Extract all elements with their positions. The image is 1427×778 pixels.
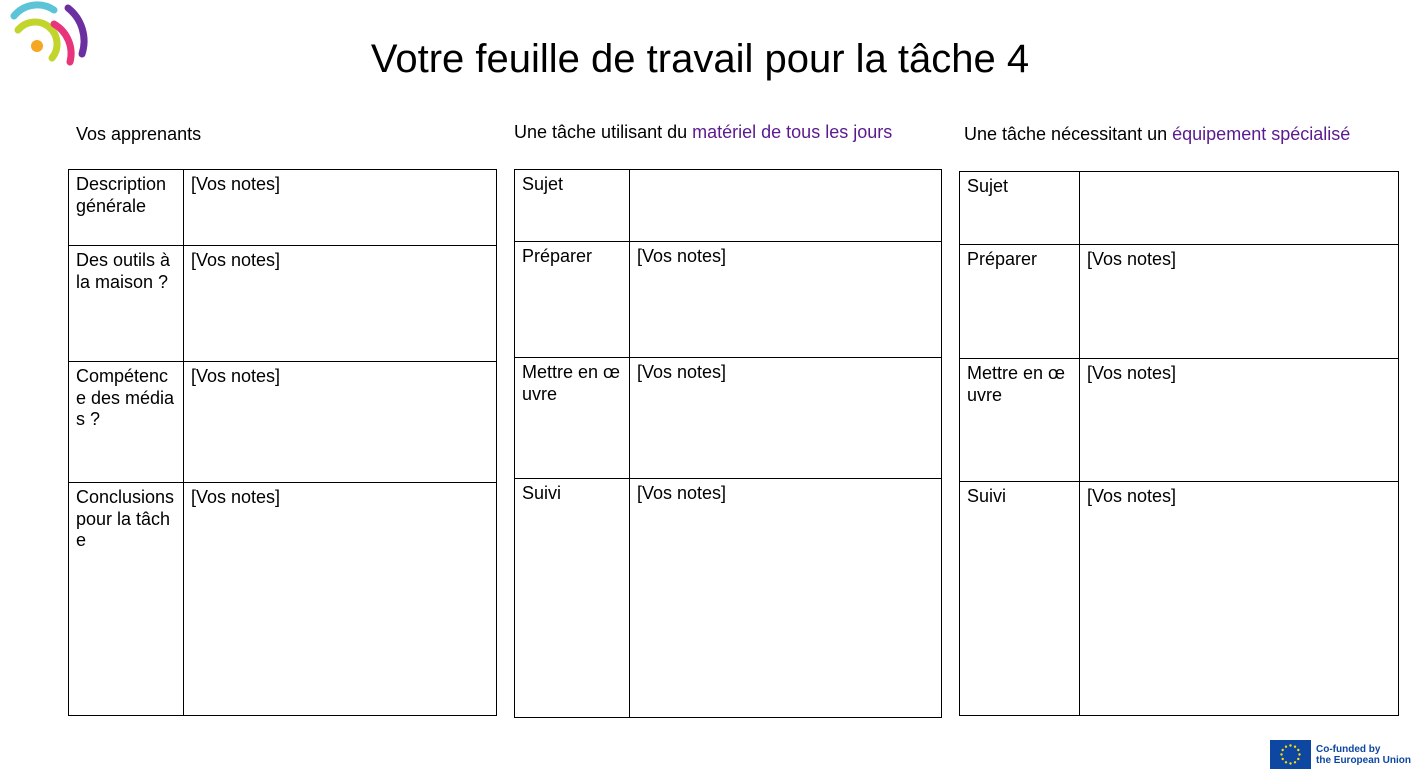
learners-heading: Vos apprenants: [76, 124, 202, 144]
notes-cell[interactable]: [Vos notes]: [630, 358, 942, 479]
row-label: Sujet: [960, 172, 1080, 245]
notes-cell[interactable]: [Vos notes]: [630, 479, 942, 718]
table-row: [69, 170, 497, 246]
notes-cell[interactable]: [Vos notes]: [1080, 359, 1399, 482]
table-row: [515, 242, 942, 358]
notes-cell[interactable]: [630, 170, 942, 242]
wifi-arcs-logo: [8, 0, 98, 74]
table-row: [515, 358, 942, 479]
table-row: [69, 246, 497, 362]
eu-star: [1297, 749, 1299, 751]
eu-star: [1285, 746, 1287, 748]
notes-cell[interactable]: [Vos notes]: [184, 246, 497, 362]
row-label: Compétence des médias ?: [69, 362, 184, 483]
notes-cell[interactable]: [Vos notes]: [1080, 482, 1399, 716]
eu-star: [1289, 744, 1291, 746]
row-label: Suivi: [515, 479, 630, 718]
row-label: Sujet: [515, 170, 630, 242]
eu-flag-icon: [1270, 740, 1311, 769]
page-title: Votre feuille de travail pour la tâche 4: [370, 37, 1030, 81]
row-label: Mettre en œuvre: [960, 359, 1080, 482]
special-task-heading: Une tâche nécessitant un équipement spécialisé: [964, 124, 1351, 144]
row-label: Préparer: [960, 245, 1080, 359]
eu-star: [1282, 758, 1284, 760]
table-row: [960, 482, 1399, 716]
table-row: [960, 359, 1399, 482]
eu-star: [1289, 762, 1291, 764]
eu-star: [1294, 761, 1296, 763]
eu-star: [1298, 753, 1300, 755]
table-row: [515, 479, 942, 718]
everyday-task-heading: Une tâche utilisant du matériel de tous les jours: [514, 122, 893, 142]
row-label: Préparer: [515, 242, 630, 358]
eu-star: [1282, 749, 1284, 751]
notes-cell[interactable]: [Vos notes]: [630, 242, 942, 358]
table-row: [960, 172, 1399, 245]
row-label: Mettre en œuvre: [515, 358, 630, 479]
notes-cell[interactable]: [Vos notes]: [184, 362, 497, 483]
everyday-task-table: [514, 169, 942, 718]
eu-star: [1297, 758, 1299, 760]
eu-cofunded-badge: [1270, 740, 1411, 769]
notes-cell[interactable]: [Vos notes]: [1080, 245, 1399, 359]
eu-cofunded-text: Co-funded by the European Union: [1316, 743, 1411, 766]
eu-star: [1280, 753, 1282, 755]
table-row: [69, 483, 497, 716]
row-label: Description générale: [69, 170, 184, 246]
notes-cell[interactable]: [Vos notes]: [184, 483, 497, 716]
table-row: [515, 170, 942, 242]
table-row: [69, 362, 497, 483]
notes-cell[interactable]: [1080, 172, 1399, 245]
row-label: Des outils à la maison ?: [69, 246, 184, 362]
eu-star: [1294, 746, 1296, 748]
row-label: Conclusions pour la tâche: [69, 483, 184, 716]
notes-cell[interactable]: [Vos notes]: [184, 170, 497, 246]
special-task-table: [959, 171, 1399, 716]
table-row: [960, 245, 1399, 359]
row-label: Suivi: [960, 482, 1080, 716]
learners-table: [68, 169, 497, 716]
eu-star: [1285, 761, 1287, 763]
